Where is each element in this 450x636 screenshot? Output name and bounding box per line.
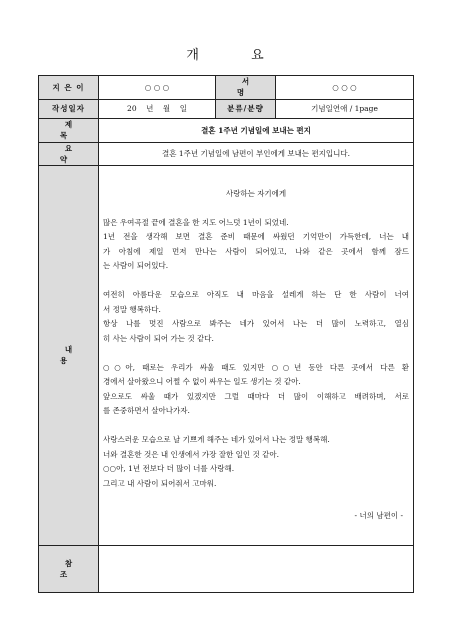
notes-value[interactable] xyxy=(99,545,414,592)
date-label: 작성일자 xyxy=(39,99,99,118)
category-label: 분류/분량 xyxy=(216,99,276,118)
summary-label: 요 약 xyxy=(39,142,99,166)
letter-paragraph-1 xyxy=(103,216,409,274)
letter-line: 를 존중하면서 살아나가자. xyxy=(103,406,190,416)
date-row xyxy=(39,99,414,118)
letter-body[interactable] xyxy=(99,166,414,546)
summary-row xyxy=(39,142,414,166)
letter-line: 서 정말 행복하다. xyxy=(103,304,161,314)
subject-label: 제 목 xyxy=(39,119,99,143)
signature-value[interactable]: ○ ○ ○ xyxy=(276,76,414,100)
letter-line: 항상 나를 멋진 사람으로 봐주는 네가 있어서 나는 더 많이 노력하고, 열심 xyxy=(103,319,409,329)
content-label: 내 용 xyxy=(39,166,99,546)
letter-signoff: - 너의 남편이 - xyxy=(354,511,403,521)
letter-line: 그리고 내 사람이 되어줘서 고마워. xyxy=(103,478,217,488)
content-row xyxy=(39,166,414,546)
author-label: 지 은 이 xyxy=(39,76,99,100)
letter-line: 가 아침에 제일 먼저 만나는 사람이 되어있고, 나와 같은 곳에서 함께 잠드 xyxy=(103,246,409,256)
notes-row xyxy=(39,545,414,592)
subject-value[interactable]: 결혼 1주년 기념일에 보내는 편지 xyxy=(99,119,414,143)
letter-line: ○○아, 1년 전보다 더 많이 너를 사랑해. xyxy=(103,464,235,474)
letter-line: 1년 전을 생각해 보면 결혼 준비 때문에 싸웠던 기억만이 가득한데, 너는 내 xyxy=(103,232,409,242)
summary-form-table xyxy=(38,75,414,593)
author-value[interactable]: ○ ○ ○ xyxy=(99,76,216,100)
letter-line: 너와 결혼한 것은 내 인생에서 가장 잘한 일인 것 같아. xyxy=(103,449,279,459)
letter-line: 많은 우여곡절 끝에 결혼을 한 지도 어느덧 1년이 되었네. xyxy=(103,217,289,227)
letter-paragraph-2 xyxy=(103,288,409,346)
letter-line: 여전히 아름다운 모습으로 아직도 내 마음을 설레게 하는 단 한 사람이 너여 xyxy=(103,290,409,300)
letter-paragraph-4 xyxy=(103,433,409,491)
summary-value[interactable]: 결혼 1주년 기념일에 남편이 부인에게 보내는 편지입니다. xyxy=(99,142,414,166)
letter-line: 히 사는 사람이 되어 가는 것 같다. xyxy=(103,333,214,343)
letter-greeting: 사랑하는 자기에게 xyxy=(225,188,287,198)
date-value[interactable]: 20 년 월 일 xyxy=(99,99,216,118)
letter-line: 는 사람이 되어있다. xyxy=(103,261,169,271)
letter-line: 사랑스러운 모습으로 날 기쁘게 해주는 네가 있어서 나는 정말 행복해. xyxy=(103,435,330,445)
letter-line: 경에서 살아왔으니 어쩔 수 없이 싸우는 일도 생기는 것 같아. xyxy=(103,377,301,387)
subject-row xyxy=(39,119,414,143)
page-title: 개 요 xyxy=(186,48,288,63)
signature-label: 서 명 xyxy=(216,76,276,100)
letter-line: ○○아, 때로는 우리가 싸울 때도 있지만 ○○년 동안 다른 곳에서 다른 환 xyxy=(103,362,409,372)
notes-label: 참 조 xyxy=(39,545,99,592)
letter-paragraph-3 xyxy=(103,361,409,419)
category-value[interactable]: 기념일연애 / 1page xyxy=(276,99,414,118)
letter-line: 앞으로도 싸울 때가 있겠지만 그럴 때마다 더 많이 이해하고 배려하며, 서로 xyxy=(103,391,409,401)
author-row xyxy=(39,76,414,100)
